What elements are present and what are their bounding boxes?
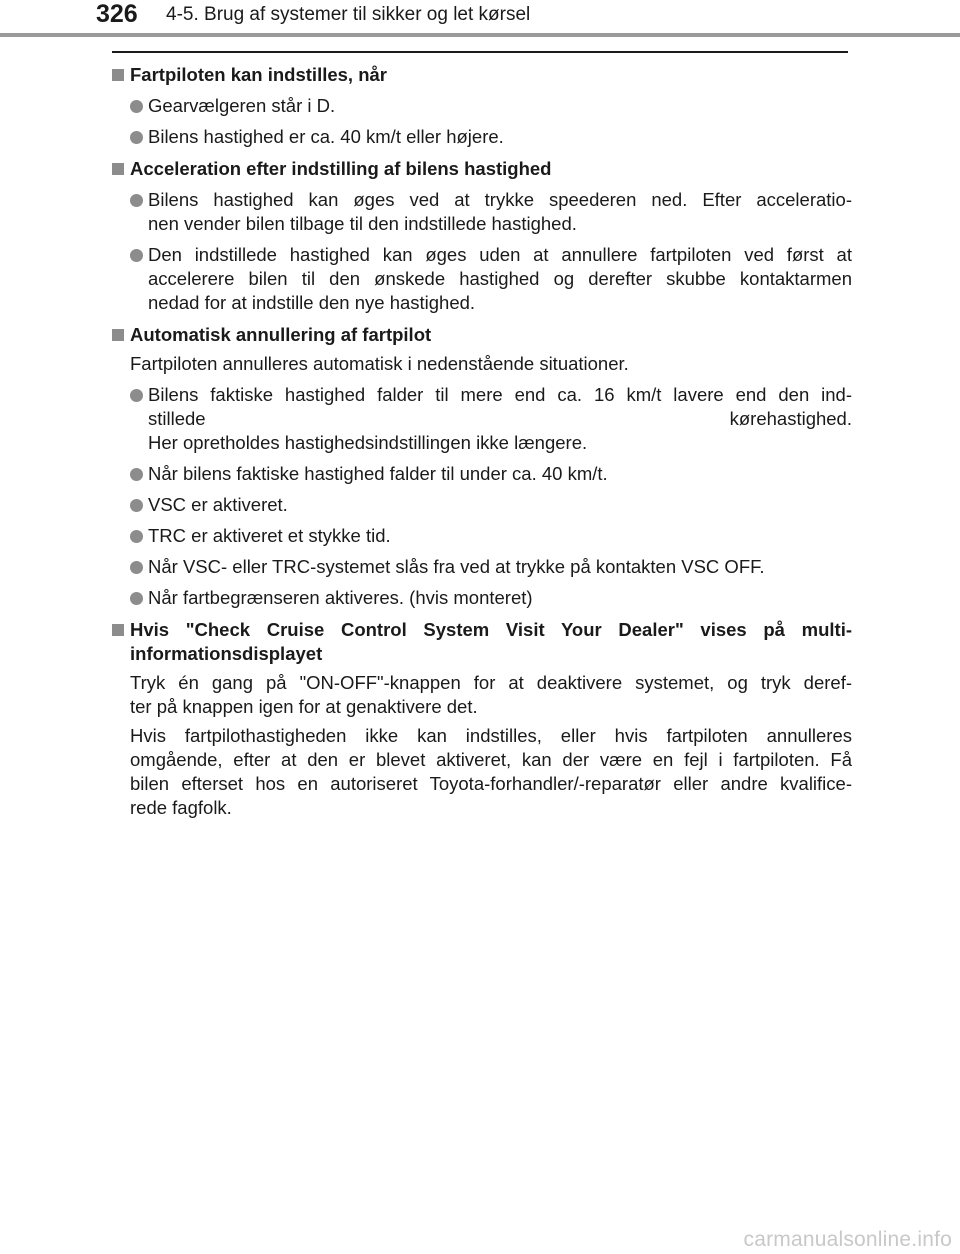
- section-heading: [110, 618, 852, 666]
- section-heading: [110, 63, 852, 87]
- header-rule: [0, 33, 960, 37]
- text-line: Bilens hastighed kan øges ved at trykke speederen ned. Efter acceleratio-: [148, 189, 852, 210]
- text-line: bilen efterset hos en autoriseret Toyota-forhandler/-reparatør eller andre kvalifice-: [130, 773, 852, 794]
- watermark: carmanualsonline.info: [743, 1228, 952, 1251]
- section-heading: [110, 323, 852, 347]
- page-number: 326: [96, 0, 138, 28]
- bullet-item: [110, 383, 852, 455]
- manual-content: [110, 63, 852, 828]
- text-line: omgående, efter at den er blevet aktiveret, kan der være en fejl i fartpiloten. Få: [130, 749, 852, 770]
- circle-bullet-icon: [130, 249, 143, 262]
- text-line: Hvis "Check Cruise Control System Visit Your Dealer" vises på multi-: [130, 619, 852, 640]
- text-line: Tryk én gang på "ON-OFF"-knappen for at deaktivere systemet, og tryk deref-: [130, 672, 852, 693]
- text-line: ter på knappen igen for at genaktivere det.: [130, 696, 478, 717]
- square-bullet-icon: [112, 624, 124, 636]
- square-bullet-icon: [112, 69, 124, 81]
- text-line: rede fagfolk.: [130, 797, 232, 818]
- text-line: Her opretholdes hastighedsindstillingen ikke længere.: [148, 432, 588, 453]
- text-line: accelerere bilen til den ønskede hastighed og derefter skubbe kontaktarmen: [148, 268, 852, 289]
- text-line: Fartpiloten kan indstilles, når: [130, 64, 387, 85]
- text-line: Når fartbegrænseren aktiveres. (hvis monteret): [148, 587, 533, 608]
- text-line: Bilens hastighed er ca. 40 km/t eller højere.: [148, 126, 504, 147]
- paragraph: [110, 671, 852, 719]
- circle-bullet-icon: [130, 194, 143, 207]
- bullet-item: [110, 188, 852, 236]
- bullet-item: [110, 586, 852, 610]
- section: [110, 323, 852, 610]
- bullet-item: [110, 555, 852, 579]
- content-top-rule: [112, 51, 848, 53]
- bullet-item: [110, 462, 852, 486]
- paragraph: [110, 352, 852, 376]
- circle-bullet-icon: [130, 389, 143, 402]
- text-line: nen vender bilen tilbage til den indstillede hastighed.: [148, 213, 577, 234]
- text-line: Automatisk annullering af fartpilot: [130, 324, 432, 345]
- text-line: Når VSC- eller TRC-systemet slås fra ved at trykke på kontakten VSC OFF.: [148, 556, 765, 577]
- text-line: nedad for at indstille den nye hastighed.: [148, 292, 476, 313]
- bullet-item: [110, 493, 852, 517]
- bullet-item: [110, 524, 852, 548]
- text-line: Den indstillede hastighed kan øges uden at annullere fartpiloten ved først at: [148, 244, 852, 265]
- section: [110, 63, 852, 149]
- text-line: Bilens faktiske hastighed falder til mere end ca. 16 km/t lavere end den ind-: [148, 384, 852, 405]
- text-line: Hvis fartpilothastigheden ikke kan indstilles, eller hvis fartpiloten annulleres: [130, 725, 852, 746]
- circle-bullet-icon: [130, 530, 143, 543]
- circle-bullet-icon: [130, 131, 143, 144]
- circle-bullet-icon: [130, 468, 143, 481]
- text-line: Acceleration efter indstilling af bilens hastighed: [130, 158, 552, 179]
- bullet-item: [110, 243, 852, 315]
- text-line: Fartpiloten annulleres automatisk i nedenstående situationer.: [130, 353, 629, 374]
- paragraph: [110, 724, 852, 820]
- text-line: stillede kørehastighed.: [148, 408, 852, 429]
- circle-bullet-icon: [130, 499, 143, 512]
- text-line: Når bilens faktiske hastighed falder til under ca. 40 km/t.: [148, 463, 608, 484]
- circle-bullet-icon: [130, 100, 143, 113]
- section: [110, 618, 852, 820]
- section-heading: [110, 157, 852, 181]
- text-line: VSC er aktiveret.: [148, 494, 288, 515]
- square-bullet-icon: [112, 329, 124, 341]
- circle-bullet-icon: [130, 561, 143, 574]
- square-bullet-icon: [112, 163, 124, 175]
- bullet-item: [110, 125, 852, 149]
- text-line: informationsdisplayet: [130, 643, 323, 664]
- text-line: Gearvælgeren står i D.: [148, 95, 336, 116]
- bullet-item: [110, 94, 852, 118]
- circle-bullet-icon: [130, 592, 143, 605]
- section: [110, 157, 852, 315]
- text-line: TRC er aktiveret et stykke tid.: [148, 525, 391, 546]
- chapter-title: 4-5. Brug af systemer til sikker og let kørsel: [166, 4, 531, 25]
